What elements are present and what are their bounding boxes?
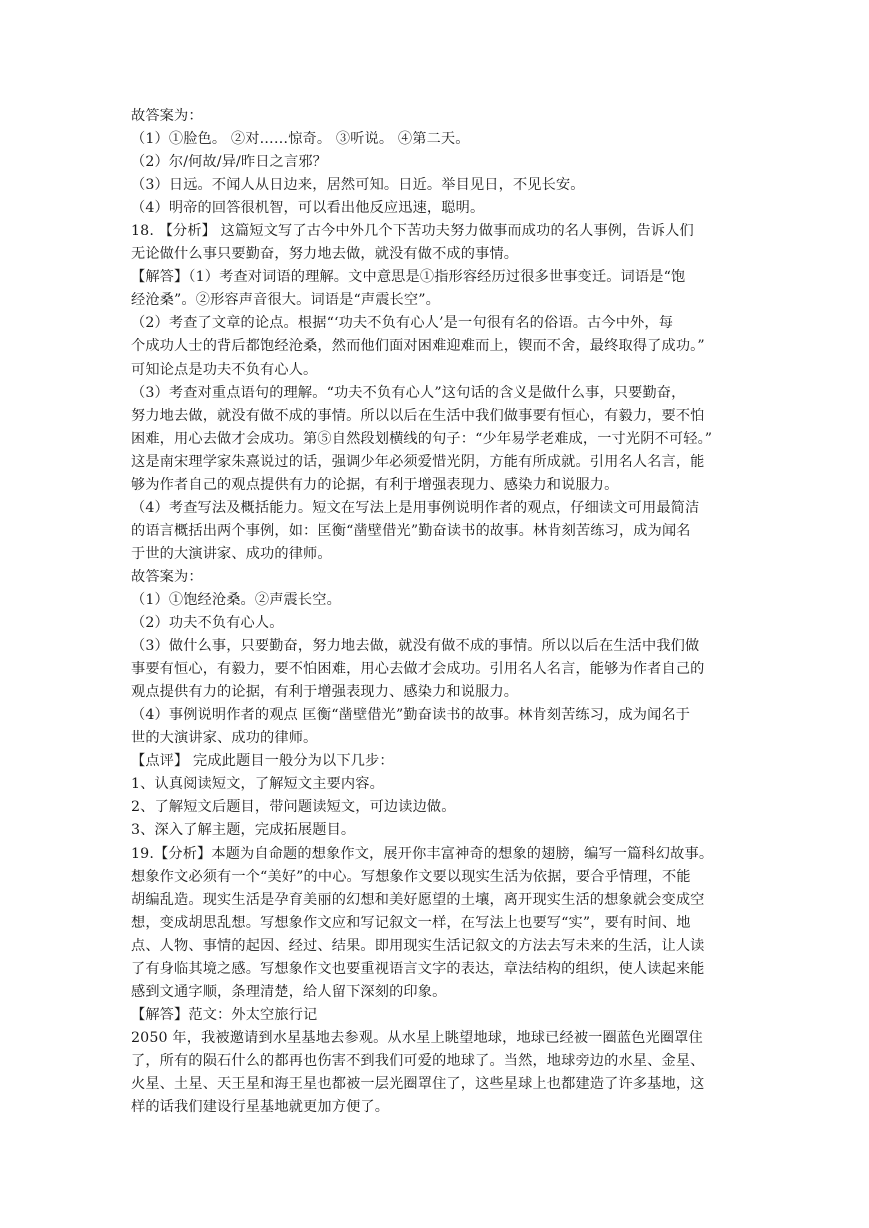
commentary-heading: 【点评】 完成此题目一般分为以下几步：: [131, 753, 394, 770]
answer-line: （2）功夫不负有心人。: [131, 615, 284, 632]
question-19-analysis: 19.【分析】本题为自命题的想象作文，展开你丰富神奇的想象的翅膀，编写一篇科幻故事。: [131, 845, 714, 862]
text-line: 想象作文必须有一个“美好”的中心。写想象作文要以现实生活为依据，要合乎情理，不能: [131, 868, 691, 885]
question-19-solution: 【解答】范文：外太空旅行记: [131, 1006, 318, 1023]
text-line: 努力地去做，就没有做不成的事情。所以以后在生活中我们做事要有恒心，有毅力，要不怕: [131, 407, 705, 424]
text-line: 个成功人士的背后都饱经沧桑，然而他们面对困难迎难而上，锲而不舍，最终取得了成功。”: [131, 338, 705, 355]
answer-line: （1）①脸色。 ②对……惊奇。 ③听说。 ④第二天。: [131, 131, 470, 148]
text-line: 无论做什么事只要勤奋，努力地去做，就没有做不成的事情。: [131, 246, 519, 263]
text-line: 了有身临其境之感。写想象作文也要重视语言文字的表达，章法结构的组织，使人读起来能: [131, 960, 705, 977]
question-18-solution: 【解答】（1）考查对词语的理解。文中意思是①指形容经历过很多世事变迁。词语是“饱: [131, 269, 686, 286]
text-line: 困难，用心去做才会成功。第⑤自然段划横线的句子：“少年易学老难成，一寸光阴不可轻。”: [131, 430, 713, 447]
text-line: （4）考查写法及概括能力。短文在写法上是用事例说明作者的观点，仔细读文可用最简洁: [131, 499, 700, 516]
essay-line: 了，所有的陨石什么的都再也伤害不到我们可爱的地球了。当然，地球旁边的水星、金星、: [131, 1052, 705, 1069]
text-line: 胡编乱造。现实生活是孕育美丽的幻想和美好愿望的土壤，离开现实生活的想象就会变成空: [131, 891, 705, 908]
essay-line: 2050 年，我被邀请到水星基地去参观。从水星上眺望地球，地球已经被一圈蓝色光圈罩住: [131, 1029, 703, 1046]
answer-line: （1）①饱经沧桑。②声震长空。: [131, 591, 341, 608]
text-line: 经沧桑”。②形容声音很大。词语是“声震长空”。: [131, 292, 440, 309]
text-line: 这是南宋理学家朱熹说过的话，强调少年必须爱惜光阴，方能有所成就。引用名人名言，能: [131, 453, 705, 470]
step-item: 2、了解短文后题目，带问题读短文，可边读边做。: [131, 799, 456, 816]
answer-line: （4）事例说明作者的观点 匡衡“凿壁借光”勤奋读书的故事。林肯刻苦练习，成为闻名于: [131, 707, 691, 724]
answer-heading: 故答案为：: [131, 108, 203, 124]
text-line: 点、人物、事情的起因、经过、结果。即用现实生活记叙文的方法去写未来的生活，让人读: [131, 937, 705, 954]
text-line: 可知论点是功夫不负有心人。: [131, 361, 318, 378]
question-18-analysis: 18. 【分析】 这篇短文写了古今中外几个下苦功夫努力做事而成功的名人事例，告诉人们: [131, 223, 694, 240]
essay-line: 火星、土星、天王星和海王星也都被一层光圈罩住了，这些星球上也都建造了许多基地，这: [131, 1075, 705, 1092]
document-page: [131, 105, 771, 1119]
answer-line: （3）做什么事，只要勤奋，努力地去做，就没有做不成的事情。所以以后在生活中我们做: [131, 638, 700, 655]
text-line: （2）考查了文章的论点。根据“‘功夫不负有心人’是一句很有名的俗语。古今中外，每: [131, 315, 674, 332]
step-item: 1、认真阅读短文，了解短文主要内容。: [131, 776, 384, 793]
text-line: 于世的大演讲家、成功的律师。: [131, 545, 332, 562]
answer-line: （2）尔/何故/异/昨日之言邪？: [131, 154, 328, 171]
answer-line: 事要有恒心，有毅力，要不怕困难，用心去做才会成功。引用名人名言，能够为作者自己的: [131, 661, 705, 678]
text-line: 想，变成胡思乱想。写想象作文应和写记叙文一样，在写法上也要写“实”，要有时间、地: [131, 914, 691, 931]
text-line: 的语言概括出两个事例，如：匡衡“凿壁借光”勤奋读书的故事。林肯刻苦练习，成为闻名: [131, 522, 691, 539]
answer-line: 观点提供有力的论据，有利于增强表现力、感染力和说服力。: [131, 684, 519, 701]
essay-line: 样的话我们建设行星基地就更加方便了。: [131, 1099, 390, 1116]
step-item: 3、深入了解主题，完成拓展题目。: [131, 822, 356, 839]
answer-heading: 故答案为：: [131, 568, 203, 585]
answer-line: （3）日远。不闻人从日边来，居然可知。日近。举目见日，不见长安。: [131, 177, 585, 194]
answer-line: （4）明帝的回答很机智，可以看出他反应迅速，聪明。: [131, 200, 485, 217]
text-line: 感到文通字顺，条理清楚，给人留下深刻的印象。: [131, 983, 447, 1000]
text-line: 够为作者自己的观点提供有力的论据，有利于增强表现力、感染力和说服力。: [131, 476, 619, 493]
text-line: （3）考查对重点语句的理解。“功夫不负有心人”这句话的含义是做什么事，只要勤奋，: [131, 384, 686, 401]
answer-line: 世的大演讲家、成功的律师。: [131, 730, 318, 747]
